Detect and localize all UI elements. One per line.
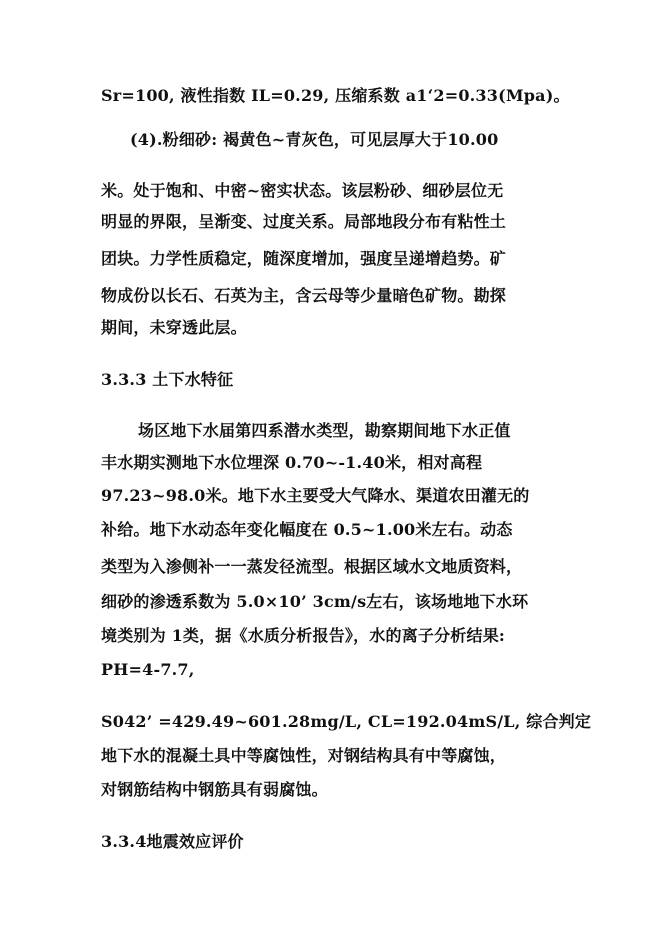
text-line-16: PH=4-7.7, [101, 660, 195, 679]
text-line-9: 场区地下水届第四系潜水类型，勘察期间地下水正值 [138, 421, 511, 440]
text-line-13: 类型为入渗侧补一一蒸发径流型。根据区域水文地质资料， [101, 557, 523, 576]
text-line-11: 97.23~98.0米。地下水主要受大气降水、渠道农田灌无的 [101, 486, 530, 505]
text-line-17: S042’ =429.49~601.28mg/L, CL=192.04mS/L, 综合判定 [101, 712, 592, 731]
text-line-19: 对钢筋结构中钢筋具有弱腐蚀。 [101, 780, 328, 799]
text-line-12: 补给。地下水动态年变化幅度在 0.5~1.00米左右。动态 [101, 520, 513, 539]
text-line-7: 期间，未穿透此层。 [101, 318, 247, 337]
text-line-2: (4).粉细砂: 褐黄色~青灰色，可见层厚大于10.00 [130, 130, 499, 149]
text-line-4: 明显的界限，呈渐变、过度关系。局部地段分布有粘性土 [101, 212, 507, 231]
section-heading-groundwater: 3.3.3 土下水特征 [101, 370, 234, 389]
text-line-6: 物成份以长石、石英为主，含云母等少量暗色矿物。勘探 [101, 286, 507, 305]
section-heading-seismic: 3.3.4地震效应评价 [101, 832, 244, 851]
text-line-3: 米。处于饱和、中密~密实状态。该层粉砂、细砂层位无 [101, 181, 504, 200]
text-line-1: Sr=100, 液性指数 IL=0.29, 压缩系数 a1‘2=0.33(Mpa)。 [101, 86, 570, 105]
text-line-10: 丰水期实测地下水位埋深 0.70~-1.40米，相对高程 [101, 453, 483, 472]
text-line-14: 细砂的渗透系数为 5.0×10’ 3cm/s左右，该场地地下水环 [101, 592, 529, 611]
text-line-15: 境类别为 1类，据《水质分析报告》，水的离子分析结果: [101, 626, 506, 645]
text-line-5: 团块。力学性质稳定，随深度增加，强度呈递增趋势。矿 [101, 249, 507, 268]
text-line-18: 地下水的混凝土具中等腐蚀性，对钢结构具有中等腐蚀， [101, 746, 507, 765]
